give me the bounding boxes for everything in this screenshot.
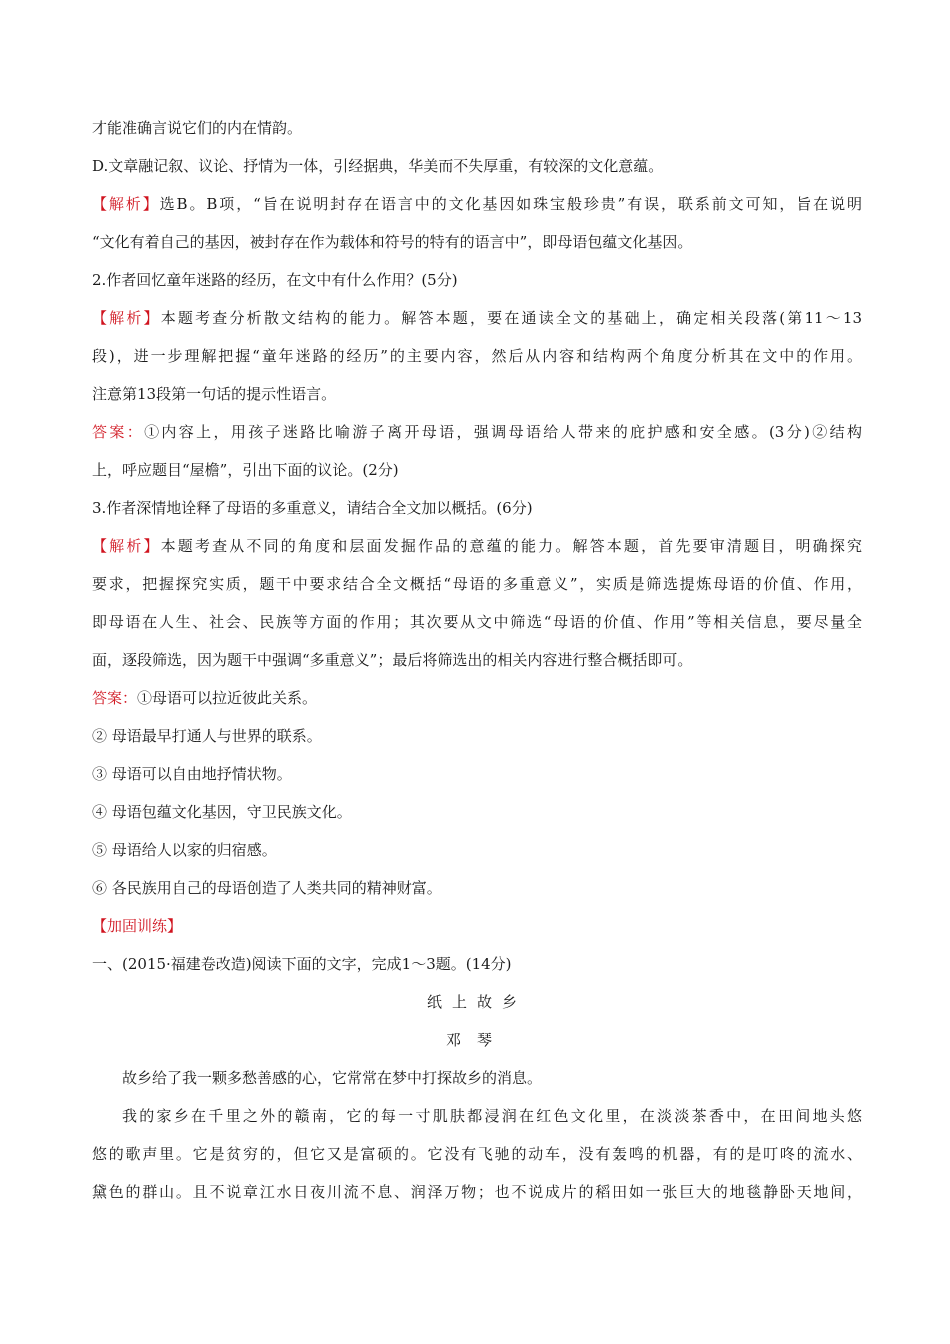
- q3-analysis-line: 即母语在人生、社会、民族等方面的作用；其次要从文中筛选“母语的价值、作用”等相关信息，要尽量全: [92, 613, 862, 631]
- document-page: [92, 118, 862, 1220]
- q3-analysis-line: [92, 536, 862, 556]
- answer-item: ③ 母语可以自由地抒情状物。: [92, 765, 292, 783]
- question-2: 2.作者回忆童年迷路的经历，在文中有什么作用？(5分): [92, 271, 458, 289]
- analysis-label: 【解析】: [92, 537, 161, 555]
- answer-label: 答案：: [92, 689, 138, 707]
- q2-answer-line: 上，呼应题目“屋檐”，引出下面的议论。(2分): [92, 461, 399, 479]
- q1-analysis-line: [92, 194, 862, 214]
- section-intro: 一、(2015·福建卷改造)阅读下面的文字，完成1～3题。(14分): [92, 955, 512, 973]
- q2-analysis-line: 段)，进一步理解把握“童年迷路的经历”的主要内容，然后从内容和结构两个角度分析其在文中的作用。: [92, 347, 862, 365]
- answer-item: ④ 母语包蕴文化基因，守卫民族文化。: [92, 803, 352, 821]
- option-d: D.文章融记叙、议论、抒情为一体，引经据典，华美而不失厚重，有较深的文化意蕴。: [92, 157, 664, 175]
- answer-text: ①内容上，用孩子迷路比喻游子离开母语，强调母语给人带来的庇护感和安全感。(3分)②结构: [144, 423, 862, 441]
- passage-paragraph-line: 黛色的群山。且不说章江水日夜川流不息、润泽万物；也不说成片的稻田如一张巨大的地毯静卧天地间，: [92, 1183, 862, 1201]
- option-d-tail: 才能准确言说它们的内在情韵。: [92, 119, 303, 137]
- answer-item: ⑤ 母语给人以家的归宿感。: [92, 841, 277, 859]
- analysis-label: 【解析】: [92, 309, 161, 327]
- q2-answer-line: [92, 422, 862, 442]
- q2-analysis-line: 注意第13段第一句话的提示性语言。: [92, 385, 337, 403]
- answer-item: ⑥ 各民族用自己的母语创造了人类共同的精神财富。: [92, 879, 442, 897]
- q3-answer-line: [92, 688, 862, 708]
- passage-paragraph-line: 悠的歌声里。它是贫穷的，但它又是富硕的。它没有飞驰的动车，没有轰鸣的机器，有的是叮咚的流水、: [92, 1145, 862, 1163]
- analysis-text: 选B。B项，“旨在说明封存在语言中的文化基因如珠宝般珍贵”有误，联系前文可知，旨在说明: [159, 195, 862, 213]
- analysis-text: 本题考查从不同的角度和层面发掘作品的意蕴的能力。解答本题，首先要审清题目，明确探究: [160, 537, 862, 555]
- answer-item: ①母语可以拉近彼此关系。: [137, 689, 318, 707]
- question-3: 3.作者深情地诠释了母语的多重意义，请结合全文加以概括。(6分): [92, 499, 533, 517]
- q3-analysis-line: 要求，把握探究实质，题干中要求结合全文概括“母语的多重意义”，实质是筛选提炼母语的价值、作用，: [92, 575, 862, 593]
- answer-item: ② 母语最早打通人与世界的联系。: [92, 727, 322, 745]
- reinforcement-heading: 【加固训练】: [92, 917, 183, 935]
- passage-author: 邓琴: [445, 1031, 508, 1049]
- answer-label: 答案：: [92, 423, 145, 441]
- q1-analysis-line: “文化有着自己的基因，被封存在作为载体和符号的特有的语言中”，即母语包蕴文化基因。: [92, 233, 693, 251]
- q2-analysis-line: [92, 308, 862, 328]
- analysis-text: 本题考查分析散文结构的能力。解答本题，要在通读全文的基础上，确定相关段落(第11～13: [160, 309, 862, 327]
- passage-paragraph: 故乡给了我一颗多愁善感的心，它常常在梦中打探故乡的消息。: [122, 1069, 543, 1087]
- q3-analysis-line: 面，逐段筛选，因为题干中强调“多重意义”；最后将筛选出的相关内容进行整合概括即可。: [92, 651, 693, 669]
- analysis-label: 【解析】: [92, 195, 160, 213]
- passage-paragraph-line: 我的家乡在千里之外的赣南，它的每一寸肌肤都浸润在红色文化里，在淡淡茶香中，在田间地头悠: [122, 1107, 862, 1125]
- passage-title: 纸上故乡: [426, 993, 527, 1011]
